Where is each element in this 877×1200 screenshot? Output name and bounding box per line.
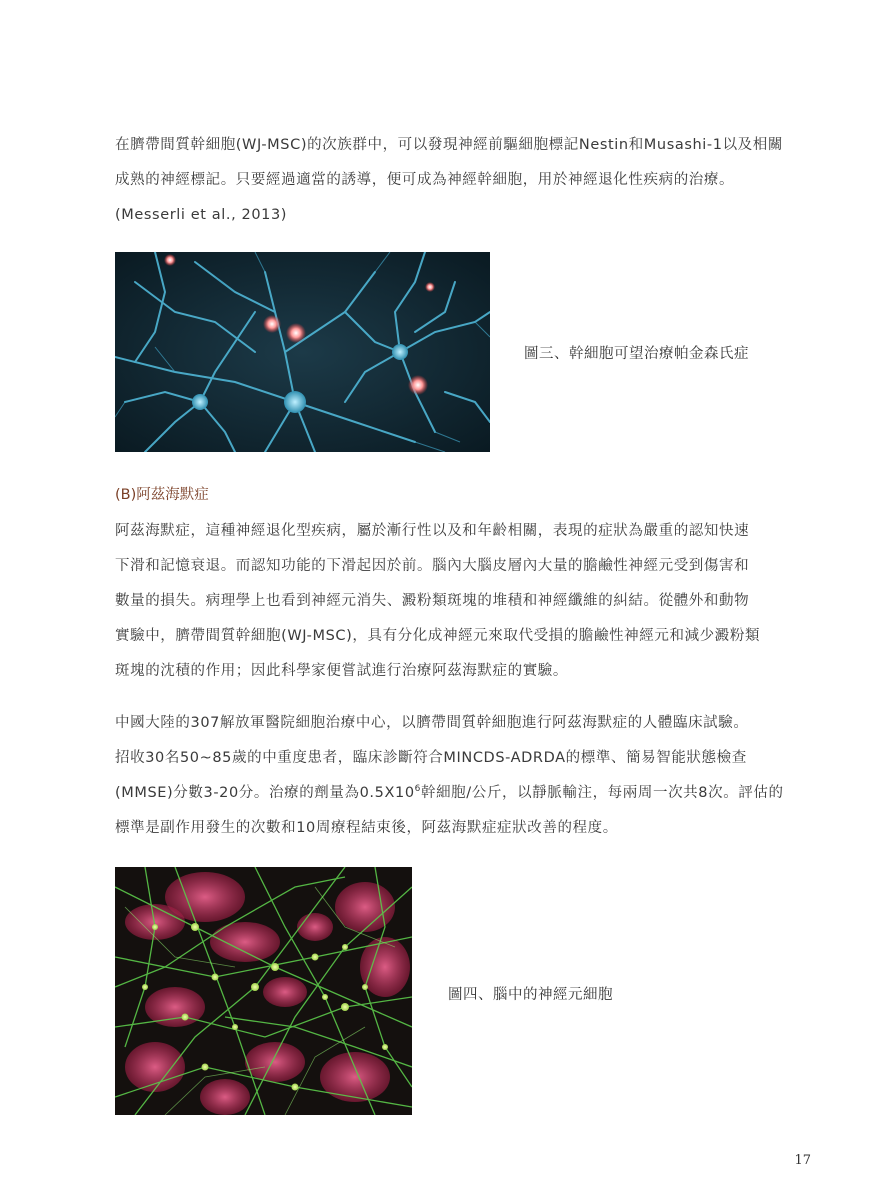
figure-4-neuron-image bbox=[115, 867, 412, 1115]
text-segment: 幹細胞/公斤，以靜脈輸注，每兩周一次共8次。評估的 bbox=[420, 785, 784, 801]
text-line: (Messerli et al., 2013) bbox=[115, 207, 288, 223]
text-line: 實驗中，臍帶間質幹細胞(WJ-MSC)，具有分化成神經元來取代受損的膽鹼性神經元和減少澱粉類 bbox=[115, 628, 761, 644]
text-line: 中國大陸的307解放軍醫院細胞治療中心，以臍帶間質幹細胞進行阿茲海默症的人體臨床試驗。 bbox=[115, 715, 749, 731]
text-line: 招收30名50~85歲的中重度患者，臨床診斷符合MINCDS-ADRDA的標準、簡易智能狀態檢查 bbox=[115, 750, 747, 766]
exponent: 6 bbox=[414, 784, 421, 794]
text-line: 在臍帶間質幹細胞(WJ-MSC)的次族群中，可以發現神經前驅細胞標記Nestin和Musashi-1以及相關 bbox=[115, 137, 783, 153]
figure-4-caption: 圖四、腦中的神經元細胞 bbox=[448, 987, 613, 1003]
figure-3-neuron-image bbox=[115, 252, 490, 452]
text-line: 下滑和記憶衰退。而認知功能的下滑起因於前。腦內大腦皮層內大量的膽鹼性神經元受到傷害和 bbox=[115, 558, 750, 574]
section-heading: (B)阿茲海默症 bbox=[115, 487, 209, 503]
figure-3-caption: 圖三、幹細胞可望治療帕金森氏症 bbox=[524, 346, 749, 362]
text-line: 數量的損失。病理學上也看到神經元消失、澱粉類斑塊的堆積和神經纖維的糾結。從體外和動物 bbox=[115, 593, 750, 609]
text-line: 阿茲海默症，這種神經退化型疾病，屬於漸行性以及和年齡相關，表現的症狀為嚴重的認知快速 bbox=[115, 523, 750, 539]
text-line bbox=[115, 776, 784, 811]
intro-paragraph bbox=[115, 128, 783, 233]
text-line: 斑塊的沈積的作用；因此科學家便嘗試進行治療阿茲海默症的實驗。 bbox=[115, 663, 568, 679]
text-line: 標準是副作用發生的次數和10周療程結束後，阿茲海默症症狀改善的程度。 bbox=[115, 820, 618, 836]
text-line: 成熟的神經標記。只要經過適當的誘導，便可成為神經幹細胞，用於神經退化性疾病的治療。 bbox=[115, 172, 735, 188]
alzheimers-paragraph bbox=[115, 514, 780, 689]
clinical-trial-paragraph bbox=[115, 706, 784, 846]
page-number: 17 bbox=[794, 1153, 811, 1168]
text-segment: (MMSE)分數3-20分。治療的劑量為0.5X10 bbox=[115, 785, 415, 801]
